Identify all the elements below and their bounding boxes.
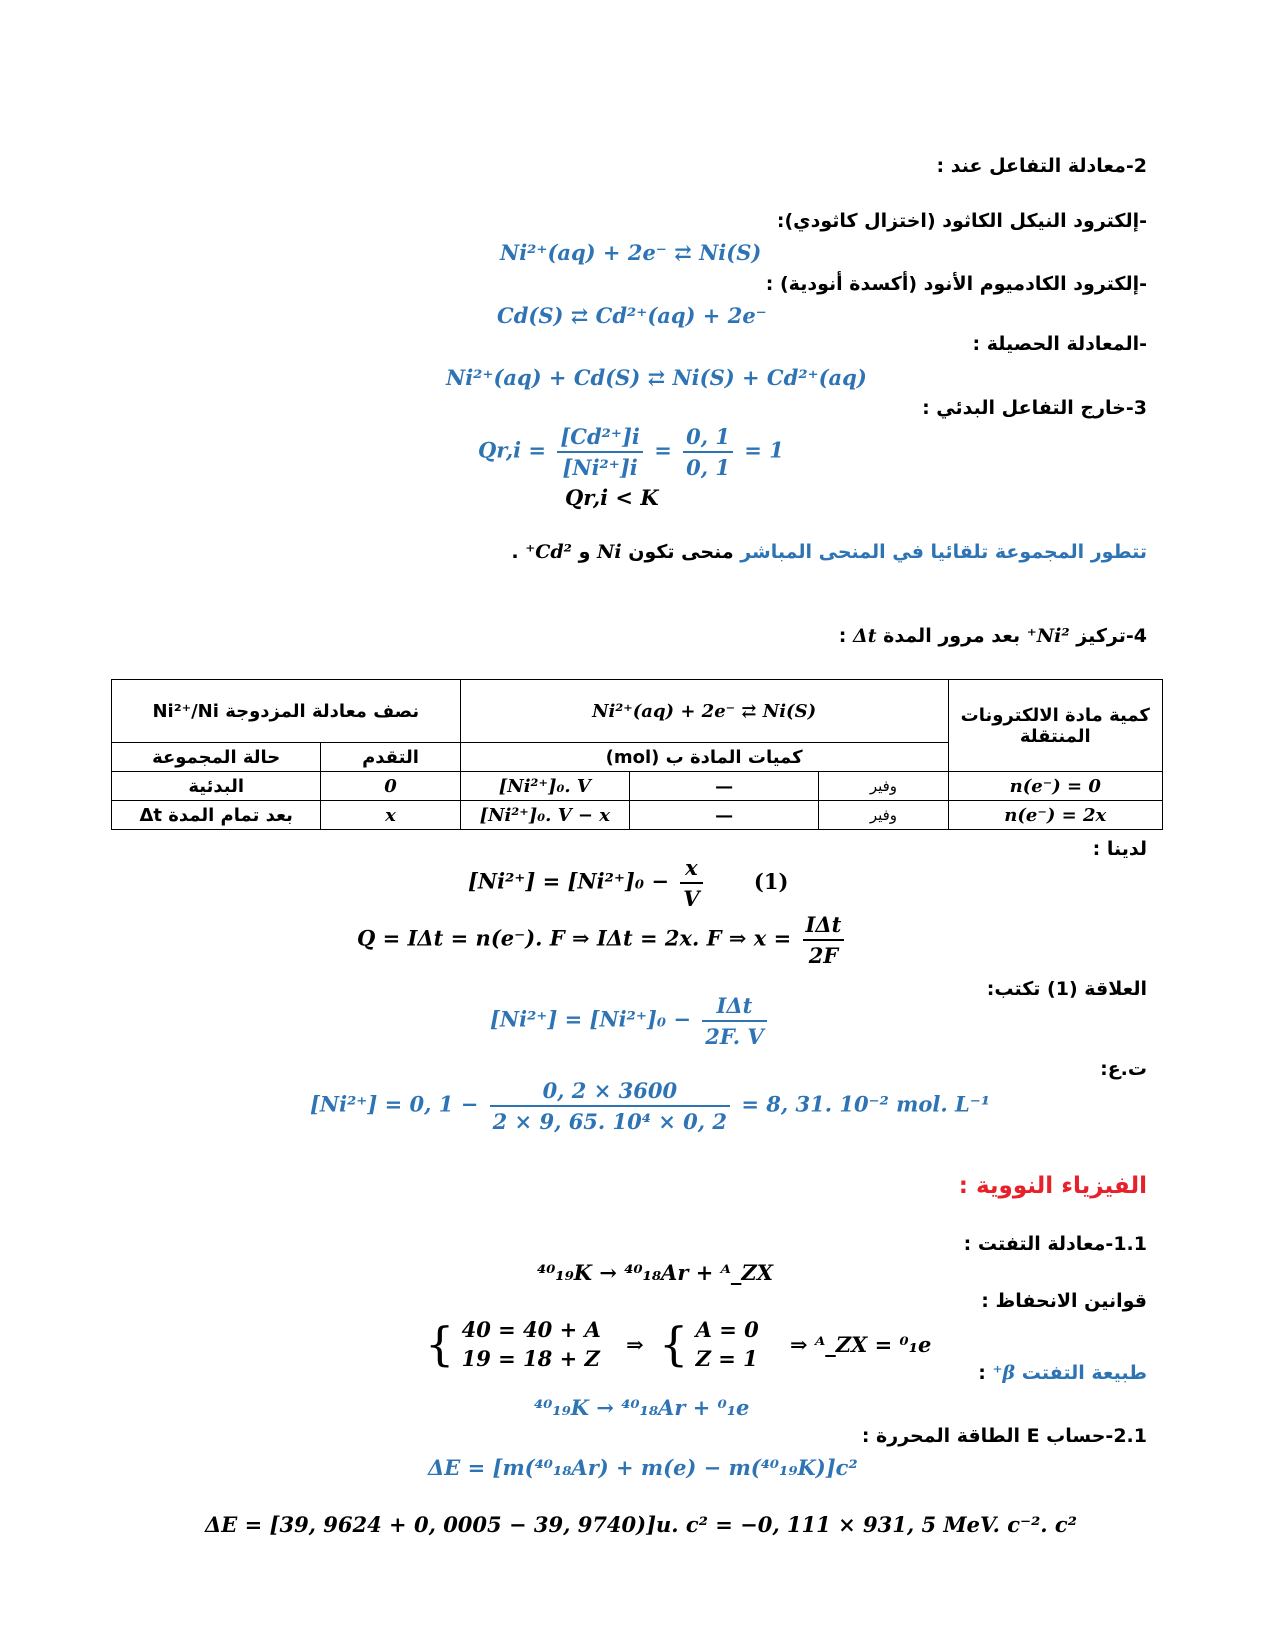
evolution-conclusion: تتطور المجموعة تلقائيا في المنحى المباشر منحى تكون Ni و Cd²⁺ . xyxy=(511,541,1147,563)
state-header-cell: حالة المجموعة xyxy=(112,743,321,772)
state-cell: بعد تمام المدة Δt xyxy=(112,801,321,830)
energy-heading: 2.1-حساب E الطاقة المحررة : xyxy=(861,1425,1147,1447)
electron-amount-cell: n(e⁻) = 2x xyxy=(948,801,1162,830)
conservation-laws-label: قوانين الانحفاظ : xyxy=(981,1290,1147,1312)
advance-cell: 0 xyxy=(321,772,460,801)
decay-equation-heading: 1.1-معادلة التفتت : xyxy=(963,1233,1147,1255)
section-4-heading: 4-تركيز Ni²⁺ بعد مرور المدة Δt : xyxy=(838,625,1147,647)
concentration-equation-2: [Ni²⁺] = [Ni²⁺]₀ − $\frac{\text{IΔt}}{2F. V}$ xyxy=(490,993,771,1049)
couple-label-cell: نصف معادلة المزدوجة Ni²⁺/Ni xyxy=(112,680,461,743)
table-row xyxy=(112,801,1163,830)
anode-label: -إلكترود الكادميوم الأنود (أكسدة أنودية) : xyxy=(765,273,1147,295)
state-cell: البدئية xyxy=(112,772,321,801)
decay-equation-final: ⁴⁰₁₉K → ⁴⁰₁₈Ar + ⁰₁e xyxy=(534,1395,750,1420)
ni-quantity-cell: [Ni²⁺]₀. V xyxy=(460,772,629,801)
overall-equation: Ni²⁺(aq) + Cd(S) ⇄ Ni(S) + Cd²⁺(aq) xyxy=(446,365,867,390)
ni-quantity-cell: [Ni²⁺]₀. V − x xyxy=(460,801,629,830)
section-3-heading: 3-خارج التفاعل البدئي : xyxy=(922,397,1147,419)
relation-label: العلاقة (1) تكتب: xyxy=(986,978,1147,1000)
q-fraction-1: $\frac{\text{[Cd²⁺]i}}{\text{[Ni²⁺]i}}$ xyxy=(557,424,643,480)
advancement-table xyxy=(111,679,1163,830)
table-row xyxy=(112,772,1163,801)
advance-cell: x xyxy=(321,801,460,830)
cathode-equation: Ni²⁺(aq) + 2e⁻ ⇄ Ni(S) xyxy=(500,240,762,265)
advance-header-cell: التقدم xyxy=(321,743,460,772)
electron-column-cell: — xyxy=(629,801,818,830)
conservation-system: { 40 = 40 + A 19 = 18 + Z ⇒ { A = 0 Z = 1 ⇒ ᴬ_ZX = ⁰₁e xyxy=(425,1317,932,1372)
q-result: = 1 xyxy=(744,437,784,463)
concentration-equation-1: [Ni²⁺] = [Ni²⁺]₀ − $\frac{x}{V}$ (1) xyxy=(468,855,789,911)
cathode-label: -إلكترود النيكل الكاثود (اختزال كاثودي): xyxy=(776,210,1147,232)
we-have-label: لدينا : xyxy=(1092,838,1147,860)
excess-cell: وفير xyxy=(819,772,948,801)
q-fraction-2: $\frac{0, 1}{0, 1}$ xyxy=(683,424,733,480)
electron-amount-cell: n(e⁻) = 0 xyxy=(948,772,1162,801)
electrons-header-cell: كمية مادة الالكترونات المنتقلة xyxy=(948,680,1162,772)
decay-equation: ⁴⁰₁₉K → ⁴⁰₁₈Ar + ᴬ_ZX xyxy=(537,1260,774,1285)
decay-nature: طبيعة التفتت β⁺ : xyxy=(978,1362,1147,1384)
numeric-label: ت.ع: xyxy=(1100,1058,1147,1080)
electron-column-cell: — xyxy=(629,772,818,801)
q-lhs: Qr,i = xyxy=(478,437,547,463)
charge-equation: Q = IΔt = n(e⁻). F ⇒ IΔt = 2x. F ⇒ x = $\frac{\text{IΔt}}{2F}$ xyxy=(357,912,848,968)
energy-equation: ΔE = [m(⁴⁰₁₈Ar) + m(e) − m(⁴⁰₁₉K)]c² xyxy=(428,1455,858,1480)
reaction-quotient-equation: Qr,i = $\frac{\text{[Cd²⁺]i}}{\text{[Ni²⁺]i}}$ = $\frac{0, 1}{0, 1}$ = 1 xyxy=(478,424,784,480)
quantities-header-cell: كميات المادة ب (mol) xyxy=(460,743,948,772)
anode-equation: Cd(S) ⇄ Cd²⁺(aq) + 2e⁻ xyxy=(497,303,767,328)
couple-equation-cell: Ni²⁺(aq) + 2e⁻ ⇄ Ni(S) xyxy=(460,680,948,743)
q-compare: Qr,i < K xyxy=(565,485,659,510)
section-2-heading: 2-معادلة التفاعل عند : xyxy=(936,155,1147,177)
energy-numeric-equation: ΔE = [39, 9624 + 0, 0005 − 39, 9740)]u. c² = −0, 111 × 931, 5 MeV. c⁻². c² xyxy=(205,1512,1077,1537)
overall-label: -المعادلة الحصيلة : xyxy=(972,333,1147,355)
excess-cell: وفير xyxy=(819,801,948,830)
concentration-numeric: [Ni²⁺] = 0, 1 − $\frac{0, 2 \times 3600}{\text{2 × 9, 65. 10⁴ × 0, 2}}$ = 8, 31. 10⁻² mol. L⁻¹ xyxy=(310,1078,991,1134)
nuclear-physics-title: الفيزياء النووية : xyxy=(958,1173,1147,1199)
